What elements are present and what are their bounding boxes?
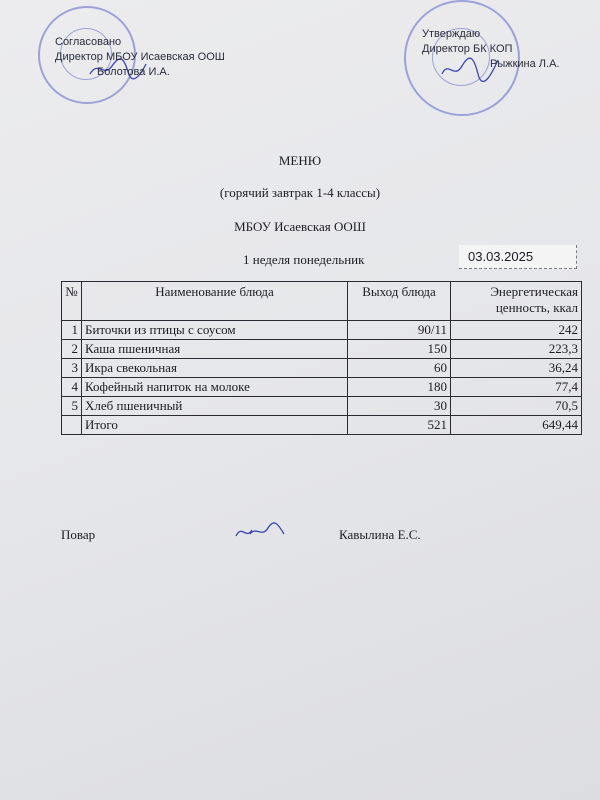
- cook-name: Кавылина Е.С.: [339, 527, 421, 542]
- header-dish: Наименование блюда: [82, 282, 348, 321]
- approval-left-name: Болотова И.А.: [97, 66, 170, 78]
- approval-left-position: Директор МБОУ Исаевская ООШ: [55, 51, 225, 63]
- row-output: 90/11: [348, 321, 451, 340]
- table-header-row: [62, 282, 582, 321]
- menu-table: [61, 281, 582, 435]
- table-total-row: [62, 416, 582, 435]
- row-energy: 70,5: [451, 397, 582, 416]
- document-subtitle: (горячий завтрак 1-4 классы): [219, 185, 381, 200]
- row-output: 30: [348, 397, 451, 416]
- table-row: [62, 397, 582, 416]
- header-output: Выход блюда: [348, 282, 451, 321]
- row-energy: 223,3: [451, 340, 582, 359]
- row-number: 2: [62, 340, 82, 359]
- total-output: 521: [348, 416, 451, 435]
- row-dish: Каша пшеничная: [82, 340, 348, 359]
- document-title: МЕНЮ: [278, 153, 322, 168]
- header-energy: Энергетическая ценность, ккал: [451, 282, 582, 321]
- total-label: Итого: [82, 416, 348, 435]
- row-energy: 77,4: [451, 378, 582, 397]
- table-row: [62, 359, 582, 378]
- row-number: 4: [62, 378, 82, 397]
- week-day: 1 неделя понедельник: [243, 252, 365, 267]
- row-number: 5: [62, 397, 82, 416]
- school-name: МБОУ Исаевская ООШ: [234, 219, 366, 234]
- row-dish: Икра свекольная: [82, 359, 348, 378]
- table-row: [62, 321, 582, 340]
- approval-left-status: Согласовано: [55, 36, 122, 48]
- row-energy: 242: [451, 321, 582, 340]
- row-output: 150: [348, 340, 451, 359]
- approval-left: [55, 35, 225, 80]
- row-dish: Биточки из птицы с соусом: [82, 321, 348, 340]
- total-energy: 649,44: [451, 416, 582, 435]
- row-output: 180: [348, 378, 451, 397]
- total-number-cell: [62, 416, 82, 435]
- row-number: 1: [62, 321, 82, 340]
- approval-right-name: Рыжкина Л.А.: [490, 58, 560, 70]
- table-row: [62, 340, 582, 359]
- row-number: 3: [62, 359, 82, 378]
- table-row: [62, 378, 582, 397]
- row-dish: Хлеб пшеничный: [82, 397, 348, 416]
- cook-signature-icon: [234, 520, 286, 544]
- menu-date: 03.03.2025: [459, 245, 577, 269]
- approval-right-position: Директор БК КОП: [422, 43, 513, 55]
- row-dish: Кофейный напиток на молоке: [82, 378, 348, 397]
- row-output: 60: [348, 359, 451, 378]
- header-number: №: [62, 282, 82, 321]
- approval-right-status: Утверждаю: [422, 28, 481, 40]
- cook-role: Повар: [61, 527, 96, 542]
- approval-right: [422, 27, 559, 72]
- row-energy: 36,24: [451, 359, 582, 378]
